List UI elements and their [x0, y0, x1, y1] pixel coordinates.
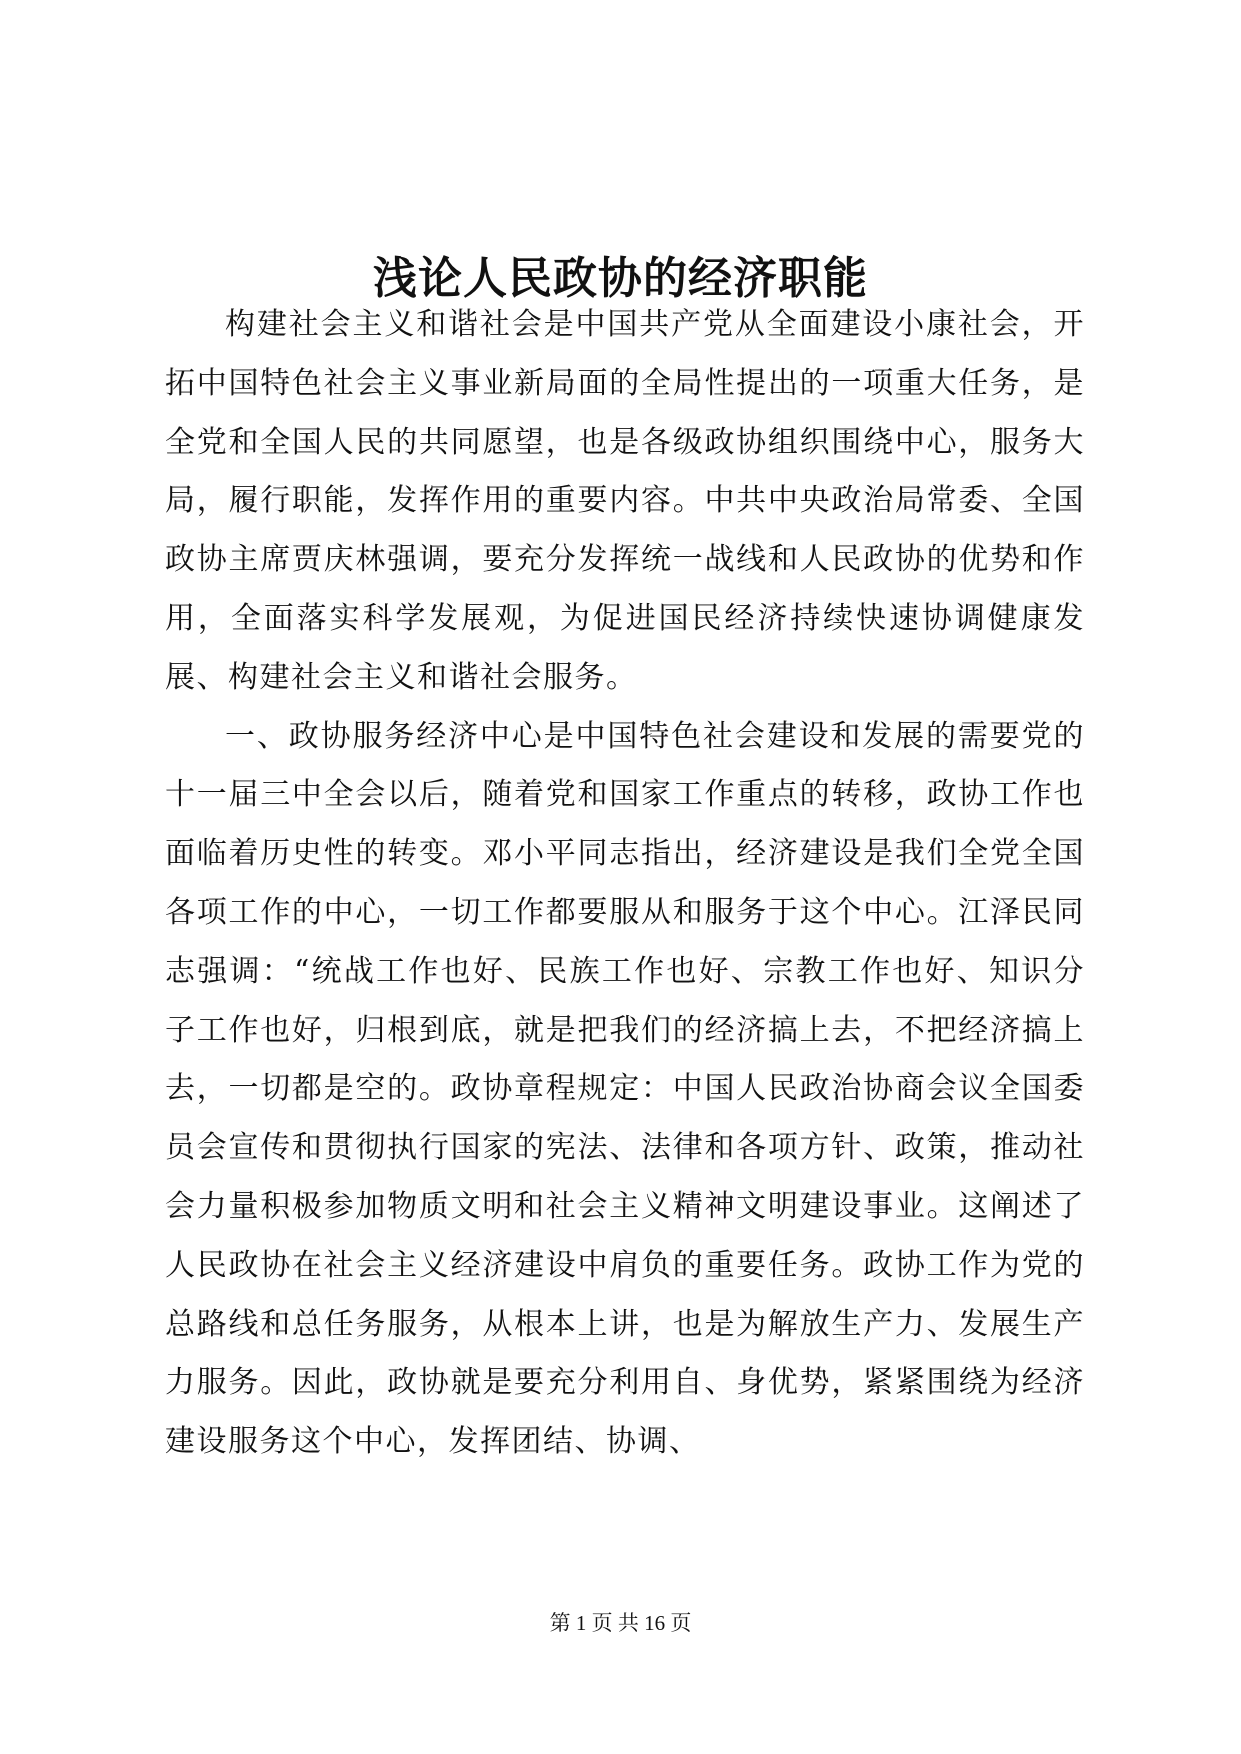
- paragraph-section-one: 一、政协服务经济中心是中国特色社会建设和发展的需要党的十一届三中全会以后，随着党和国家工作重点的转移，政协工作也面临着历史性的转变。邓小平同志指出，经济建设是我们全党全国各项工作的中心，一切工作都要服从和服务于这个中心。江泽民同志强调：“统战工作也好、民族工作也好、宗教工作也好、知识分子工作也好，归根到底，就是把我们的经济搞上去，不把经济搞上去，一切都是空的。政协章程规定：中国人民政治协商会议全国委员会宣传和贯彻执行国家的宪法、法律和各项方针、政策，推动社会力量积极参加物质文明和社会主义精神文明建设事业。这阐述了人民政协在社会主义经济建设中肩负的重要任务。政协工作为党的总路线和总任务服务，从根本上讲，也是为解放生产力、发展生产力服务。因此，政协就是要充分利用自、身优势，紧紧围绕为经济建设服务这个中心，发挥团结、协调、: [165, 718, 1085, 1460]
- paragraph-intro: 构建社会主义和谐社会是中国共产党从全面建设小康社会，开拓中国特色社会主义事业新局面的全局性提出的一项重大任务，是全党和全国人民的共同愿望，也是各级政协组织围绕中心，服务大局，履行职能，发挥作用的重要内容。中共中央政治局常委、全国政协主席贾庆林强调，要充分发挥统一战线和人民政协的优势和作用，全面落实科学发展观，为促进国民经济持续快速协调健康发展、构建社会主义和谐社会服务。: [165, 307, 1085, 695]
- document-title: 浅论人民政协的经济职能: [373, 253, 868, 305]
- document-body: [165, 296, 1085, 1472]
- page-footer: 第 1 页 共 16 页: [549, 1611, 692, 1635]
